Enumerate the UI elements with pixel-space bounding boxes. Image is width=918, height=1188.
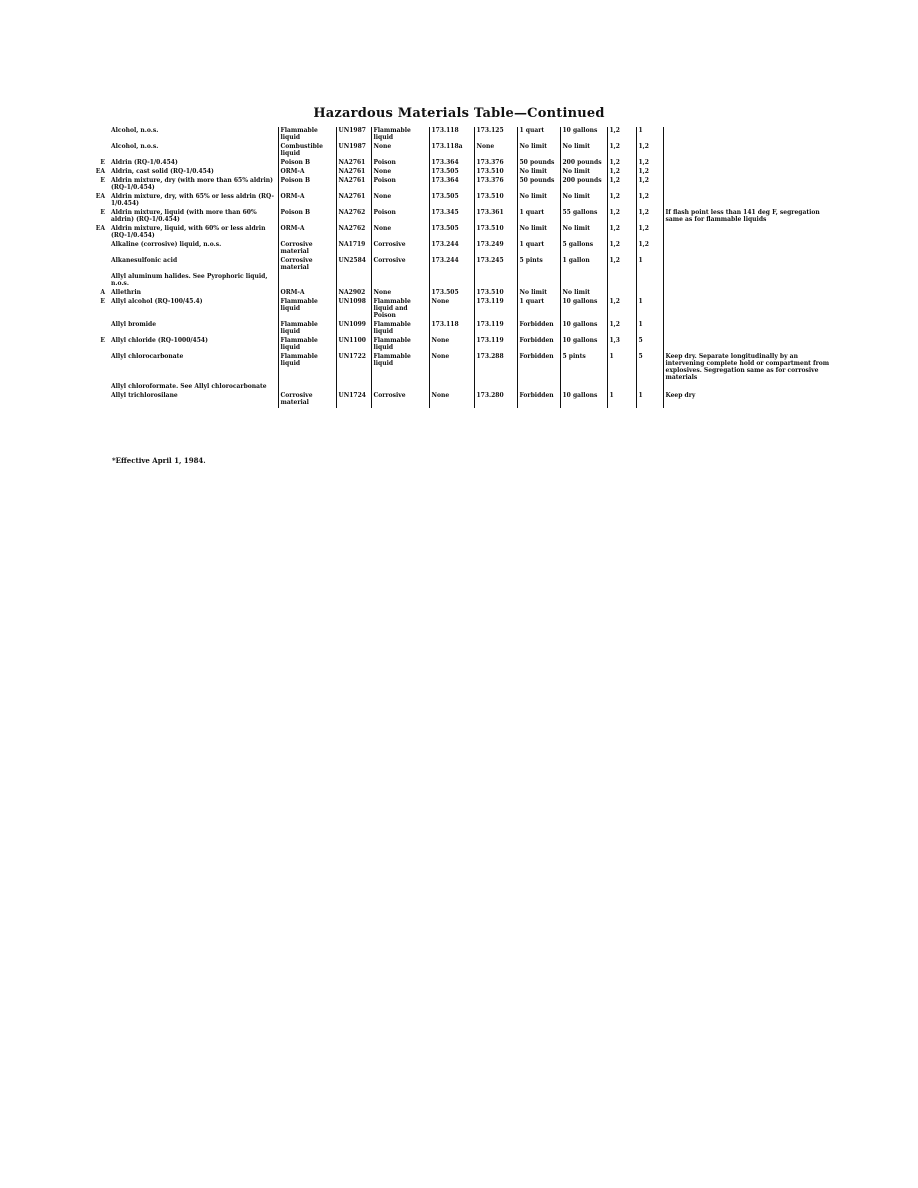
label-required-cell: [371, 273, 429, 289]
table-row: [84, 241, 834, 257]
cargo-aircraft-limit-cell: No limit: [560, 225, 607, 241]
table-row: [84, 321, 834, 337]
other-requirements-cell: [663, 168, 834, 177]
cargo-vessel-stowage-cell: 1: [607, 392, 636, 408]
table-row: [84, 159, 834, 168]
cargo-vessel-stowage-cell: 1,2: [607, 298, 636, 321]
shipping-name-cell: Alcohol, n.o.s.: [111, 127, 159, 134]
passenger-aircraft-limit-cell: Forbidden: [517, 353, 560, 383]
cargo-aircraft-limit-cell: 5 gallons: [560, 241, 607, 257]
page-title: Hazardous Materials Table—Continued: [313, 106, 605, 121]
hazard-class-cell: Flammable liquid: [278, 337, 336, 353]
hazard-symbol-cell: E: [100, 298, 105, 305]
passenger-vessel-stowage-cell: 1: [636, 298, 663, 321]
passenger-vessel-stowage-cell: 5: [636, 337, 663, 353]
cargo-vessel-stowage-cell: [607, 383, 636, 392]
identification-number-cell: UN1722: [336, 353, 371, 383]
label-required-cell: Poison: [371, 159, 429, 168]
hazard-class-cell: Corrosive material: [278, 392, 336, 408]
passenger-vessel-stowage-cell: 1,2: [636, 225, 663, 241]
cargo-aircraft-limit-cell: No limit: [560, 168, 607, 177]
hazard-symbol-cell: [84, 353, 108, 383]
hazard-symbol-cell: E: [100, 159, 105, 166]
identification-number-cell: UN2584: [336, 257, 371, 273]
other-requirements-cell: [663, 159, 834, 168]
passenger-vessel-stowage-cell: 5: [636, 353, 663, 383]
other-requirements-cell: [663, 241, 834, 257]
shipping-name-cell: Aldrin (RQ-1/0.454): [111, 159, 178, 166]
table-row: [84, 289, 834, 298]
table-row: [84, 353, 834, 383]
shipping-name-cell: Aldrin mixture, dry (with more than 65% aldrin) (RQ-1/0.454): [111, 177, 273, 191]
other-requirements-cell: [663, 321, 834, 337]
footnote: *Effective April 1, 1984.: [112, 456, 206, 465]
passenger-aircraft-limit-cell: No limit: [517, 193, 560, 209]
label-required-cell: Poison: [371, 177, 429, 193]
exceptions-cell: 173.345: [429, 209, 474, 225]
cargo-vessel-stowage-cell: [607, 289, 636, 298]
table-row: [84, 193, 834, 209]
specific-requirements-cell: 173.361: [474, 209, 517, 225]
specific-requirements-cell: 173.245: [474, 257, 517, 273]
specific-requirements-cell: 173.125: [474, 127, 517, 143]
passenger-vessel-stowage-cell: 1,2: [636, 168, 663, 177]
hazard-symbol-cell: [84, 127, 108, 143]
specific-requirements-cell: 173.510: [474, 193, 517, 209]
label-required-cell: Corrosive: [371, 392, 429, 408]
passenger-aircraft-limit-cell: 50 pounds: [517, 177, 560, 193]
hazard-symbol-cell: [84, 257, 108, 273]
passenger-vessel-stowage-cell: 1,2: [636, 159, 663, 168]
hazard-class-cell: Flammable liquid: [278, 298, 336, 321]
exceptions-cell: 173.505: [429, 289, 474, 298]
exceptions-cell: 173.505: [429, 225, 474, 241]
hazard-class-cell: Combustible liquid: [278, 143, 336, 159]
identification-number-cell: UN1987: [336, 127, 371, 143]
table-row: [84, 127, 834, 143]
passenger-vessel-stowage-cell: 1: [636, 257, 663, 273]
identification-number-cell: [336, 273, 371, 289]
hazard-symbol-cell: [84, 392, 108, 408]
table-row: [84, 177, 834, 193]
shipping-name-cell: Allyl trichlorosilane: [111, 392, 178, 399]
cargo-aircraft-limit-cell: 10 gallons: [560, 392, 607, 408]
hazard-class-cell: ORM-A: [278, 193, 336, 209]
identification-number-cell: NA2761: [336, 177, 371, 193]
other-requirements-cell: If flash point less than 141 deg F, segregation same as for flammable liquids: [665, 209, 820, 223]
label-required-cell: Flammable liquid and Poison: [371, 298, 429, 321]
shipping-name-cell: Alcohol, n.o.s.: [111, 143, 159, 150]
other-requirements-cell: [663, 337, 834, 353]
cargo-aircraft-limit-cell: 5 pints: [560, 353, 607, 383]
specific-requirements-cell: 173.249: [474, 241, 517, 257]
exceptions-cell: 173.118a: [429, 143, 474, 159]
shipping-name-cell: Allyl chloroformate. See Allyl chlorocarbonate: [111, 383, 267, 390]
hazard-symbol-cell: E: [100, 177, 105, 184]
shipping-name-cell: Alkanesulfonic acid: [111, 257, 178, 264]
passenger-vessel-stowage-cell: 1: [636, 321, 663, 337]
label-required-cell: Flammable liquid: [371, 337, 429, 353]
label-required-cell: Flammable liquid: [371, 353, 429, 383]
hazard-symbol-cell: [84, 321, 108, 337]
table-row: [84, 273, 834, 289]
shipping-name-cell: Aldrin, cast solid (RQ-1/0.454): [111, 168, 214, 175]
cargo-aircraft-limit-cell: 10 gallons: [560, 298, 607, 321]
identification-number-cell: NA2902: [336, 289, 371, 298]
label-required-cell: None: [371, 193, 429, 209]
cargo-aircraft-limit-cell: No limit: [560, 143, 607, 159]
cargo-aircraft-limit-cell: [560, 383, 607, 392]
hazard-class-cell: Poison B: [278, 209, 336, 225]
passenger-aircraft-limit-cell: 1 quart: [517, 298, 560, 321]
identification-number-cell: [336, 383, 371, 392]
other-requirements-cell: [663, 298, 834, 321]
label-required-cell: Poison: [371, 209, 429, 225]
exceptions-cell: None: [429, 337, 474, 353]
specific-requirements-cell: 173.376: [474, 159, 517, 168]
identification-number-cell: NA2761: [336, 159, 371, 168]
specific-requirements-cell: 173.510: [474, 168, 517, 177]
specific-requirements-cell: None: [474, 143, 517, 159]
passenger-aircraft-limit-cell: No limit: [517, 225, 560, 241]
label-required-cell: None: [371, 225, 429, 241]
other-requirements-cell: [663, 289, 834, 298]
exceptions-cell: 173.364: [429, 159, 474, 168]
passenger-vessel-stowage-cell: [636, 289, 663, 298]
cargo-vessel-stowage-cell: 1,2: [607, 177, 636, 193]
hazard-class-cell: ORM-A: [278, 289, 336, 298]
exceptions-cell: None: [429, 392, 474, 408]
shipping-name-cell: Allyl bromide: [111, 321, 157, 328]
identification-number-cell: NA2762: [336, 225, 371, 241]
cargo-vessel-stowage-cell: [607, 273, 636, 289]
exceptions-cell: None: [429, 353, 474, 383]
cargo-aircraft-limit-cell: No limit: [560, 193, 607, 209]
identification-number-cell: NA2761: [336, 193, 371, 209]
specific-requirements-cell: 173.119: [474, 321, 517, 337]
passenger-aircraft-limit-cell: 1 quart: [517, 209, 560, 225]
hazard-symbol-cell: E: [100, 337, 105, 344]
cargo-vessel-stowage-cell: 1,2: [607, 127, 636, 143]
cargo-aircraft-limit-cell: 10 gallons: [560, 321, 607, 337]
passenger-vessel-stowage-cell: 1,2: [636, 143, 663, 159]
exceptions-cell: 173.364: [429, 177, 474, 193]
hazard-symbol-cell: [84, 241, 108, 257]
cargo-vessel-stowage-cell: 1,2: [607, 193, 636, 209]
hazard-symbol-cell: [84, 273, 108, 289]
hazard-class-cell: Corrosive material: [278, 257, 336, 273]
identification-number-cell: UN1098: [336, 298, 371, 321]
table-row: [84, 143, 834, 159]
cargo-vessel-stowage-cell: 1,2: [607, 159, 636, 168]
passenger-aircraft-limit-cell: 5 pints: [517, 257, 560, 273]
hazard-class-cell: ORM-A: [278, 225, 336, 241]
label-required-cell: Flammable liquid: [371, 127, 429, 143]
label-required-cell: Corrosive: [371, 241, 429, 257]
passenger-aircraft-limit-cell: [517, 273, 560, 289]
hazard-class-cell: Flammable liquid: [278, 127, 336, 143]
exceptions-cell: [429, 273, 474, 289]
passenger-aircraft-limit-cell: No limit: [517, 168, 560, 177]
hazard-symbol-cell: E: [100, 209, 105, 216]
identification-number-cell: NA2761: [336, 168, 371, 177]
identification-number-cell: NA1719: [336, 241, 371, 257]
hazard-class-cell: [278, 273, 336, 289]
hazard-symbol-cell: EA: [95, 193, 105, 200]
identification-number-cell: NA2762: [336, 209, 371, 225]
label-required-cell: None: [371, 143, 429, 159]
exceptions-cell: 173.244: [429, 241, 474, 257]
table-row: [84, 383, 834, 392]
shipping-name-cell: Aldrin mixture, liquid, with 60% or less aldrin (RQ-1/0.454): [111, 225, 266, 239]
shipping-name-cell: Alkaline (corrosive) liquid, n.o.s.: [111, 241, 222, 248]
hazard-symbol-cell: EA: [95, 225, 105, 232]
specific-requirements-cell: 173.510: [474, 289, 517, 298]
passenger-vessel-stowage-cell: 1: [636, 392, 663, 408]
label-required-cell: None: [371, 168, 429, 177]
other-requirements-cell: Keep dry: [665, 392, 696, 399]
exceptions-cell: 173.505: [429, 168, 474, 177]
other-requirements-cell: Keep dry. Separate longitudinally by an intervening complete hold or compartment from explosives. Segregation same as for corrosive materials: [665, 353, 830, 381]
passenger-vessel-stowage-cell: 1,2: [636, 193, 663, 209]
cargo-aircraft-limit-cell: 10 gallons: [560, 337, 607, 353]
cargo-vessel-stowage-cell: 1: [607, 353, 636, 383]
other-requirements-cell: [663, 177, 834, 193]
specific-requirements-cell: 173.288: [474, 353, 517, 383]
cargo-vessel-stowage-cell: 1,2: [607, 241, 636, 257]
label-required-cell: Flammable liquid: [371, 321, 429, 337]
identification-number-cell: UN1100: [336, 337, 371, 353]
cargo-aircraft-limit-cell: [560, 273, 607, 289]
cargo-aircraft-limit-cell: 200 pounds: [560, 159, 607, 168]
specific-requirements-cell: [474, 383, 517, 392]
passenger-aircraft-limit-cell: 50 pounds: [517, 159, 560, 168]
exceptions-cell: 173.118: [429, 127, 474, 143]
cargo-vessel-stowage-cell: 1,2: [607, 143, 636, 159]
hazard-class-cell: Flammable liquid: [278, 353, 336, 383]
specific-requirements-cell: 173.119: [474, 298, 517, 321]
identification-number-cell: UN1099: [336, 321, 371, 337]
specific-requirements-cell: 173.119: [474, 337, 517, 353]
other-requirements-cell: [663, 383, 834, 392]
passenger-aircraft-limit-cell: No limit: [517, 289, 560, 298]
table-row: [84, 298, 834, 321]
table-row: [84, 257, 834, 273]
label-required-cell: None: [371, 289, 429, 298]
passenger-aircraft-limit-cell: 1 quart: [517, 127, 560, 143]
hazard-class-cell: Flammable liquid: [278, 321, 336, 337]
exceptions-cell: 173.505: [429, 193, 474, 209]
hazard-symbol-cell: [84, 383, 108, 392]
shipping-name-cell: Allyl chlorocarbonate: [111, 353, 184, 360]
cargo-aircraft-limit-cell: 1 gallon: [560, 257, 607, 273]
shipping-name-cell: Allyl alcohol (RQ-100/45.4): [111, 298, 203, 305]
hazardous-materials-table: [84, 127, 834, 408]
other-requirements-cell: [663, 193, 834, 209]
passenger-vessel-stowage-cell: [636, 273, 663, 289]
cargo-aircraft-limit-cell: 200 pounds: [560, 177, 607, 193]
exceptions-cell: None: [429, 298, 474, 321]
specific-requirements-cell: 173.510: [474, 225, 517, 241]
hazard-class-cell: Corrosive material: [278, 241, 336, 257]
hazard-class-cell: ORM-A: [278, 168, 336, 177]
shipping-name-cell: Allyl aluminum halides. See Pyrophoric liquid, n.o.s.: [111, 273, 268, 287]
passenger-vessel-stowage-cell: 1: [636, 127, 663, 143]
passenger-vessel-stowage-cell: [636, 383, 663, 392]
table-row: [84, 337, 834, 353]
passenger-vessel-stowage-cell: 1,2: [636, 209, 663, 225]
other-requirements-cell: [663, 225, 834, 241]
hazard-symbol-cell: A: [100, 289, 105, 296]
exceptions-cell: [429, 383, 474, 392]
cargo-vessel-stowage-cell: 1,2: [607, 209, 636, 225]
identification-number-cell: UN1987: [336, 143, 371, 159]
other-requirements-cell: [663, 257, 834, 273]
passenger-aircraft-limit-cell: Forbidden: [517, 321, 560, 337]
table-row: [84, 225, 834, 241]
passenger-aircraft-limit-cell: 1 quart: [517, 241, 560, 257]
cargo-aircraft-limit-cell: No limit: [560, 289, 607, 298]
table-row: [84, 392, 834, 408]
table-row: [84, 209, 834, 225]
passenger-aircraft-limit-cell: Forbidden: [517, 337, 560, 353]
hazard-class-cell: Poison B: [278, 159, 336, 168]
cargo-vessel-stowage-cell: 1,2: [607, 257, 636, 273]
label-required-cell: Corrosive: [371, 257, 429, 273]
passenger-aircraft-limit-cell: No limit: [517, 143, 560, 159]
cargo-vessel-stowage-cell: 1,2: [607, 168, 636, 177]
other-requirements-cell: [663, 273, 834, 289]
exceptions-cell: 173.244: [429, 257, 474, 273]
hazard-class-cell: Poison B: [278, 177, 336, 193]
other-requirements-cell: [663, 143, 834, 159]
shipping-name-cell: Aldrin mixture, dry, with 65% or less aldrin (RQ-1/0.454): [111, 193, 274, 207]
shipping-name-cell: Allyl chloride (RQ-1000/454): [111, 337, 208, 344]
cargo-vessel-stowage-cell: 1,2: [607, 225, 636, 241]
shipping-name-cell: Allethrin: [111, 289, 141, 296]
cargo-aircraft-limit-cell: 55 gallons: [560, 209, 607, 225]
table-row: [84, 168, 834, 177]
specific-requirements-cell: 173.280: [474, 392, 517, 408]
cargo-aircraft-limit-cell: 10 gallons: [560, 127, 607, 143]
passenger-vessel-stowage-cell: 1,2: [636, 241, 663, 257]
identification-number-cell: UN1724: [336, 392, 371, 408]
shipping-name-cell: Aldrin mixture, liquid (with more than 60% aldrin) (RQ-1/0.454): [111, 209, 257, 223]
hazard-symbol-cell: [84, 143, 108, 159]
exceptions-cell: 173.118: [429, 321, 474, 337]
specific-requirements-cell: [474, 273, 517, 289]
other-requirements-cell: [663, 127, 834, 143]
passenger-aircraft-limit-cell: Forbidden: [517, 392, 560, 408]
specific-requirements-cell: 173.376: [474, 177, 517, 193]
hazard-symbol-cell: EA: [95, 168, 105, 175]
hazard-class-cell: [278, 383, 336, 392]
cargo-vessel-stowage-cell: 1,3: [607, 337, 636, 353]
passenger-aircraft-limit-cell: [517, 383, 560, 392]
passenger-vessel-stowage-cell: 1,2: [636, 177, 663, 193]
cargo-vessel-stowage-cell: 1,2: [607, 321, 636, 337]
label-required-cell: [371, 383, 429, 392]
